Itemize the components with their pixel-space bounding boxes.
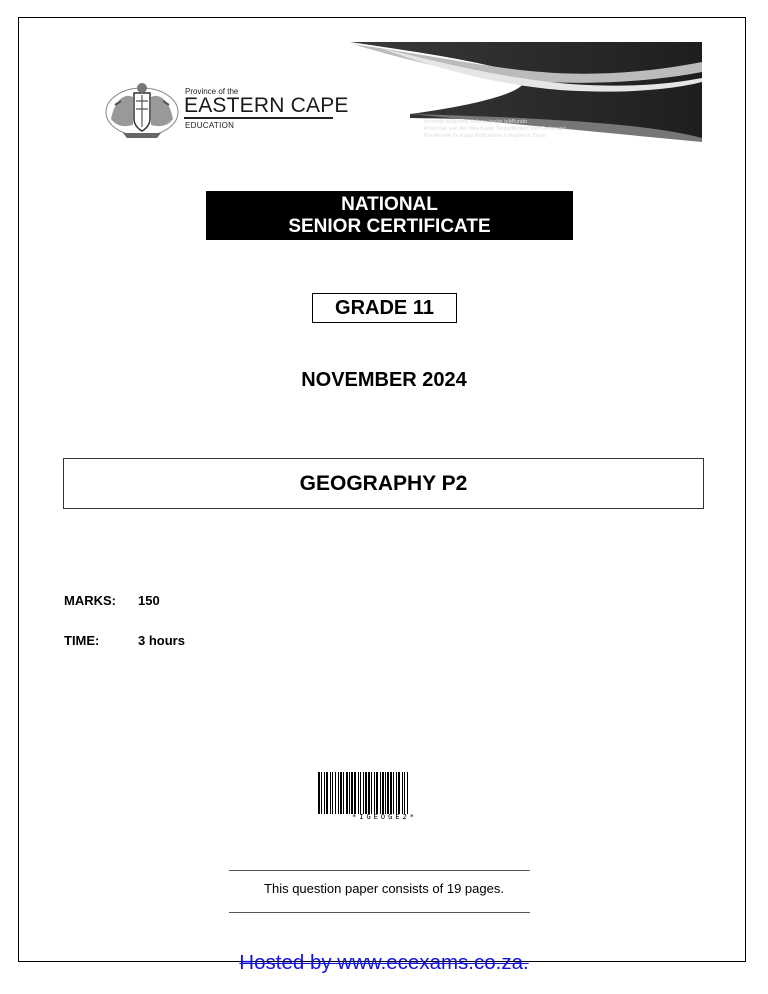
barcode-bar xyxy=(363,772,364,814)
divider-bottom xyxy=(229,912,530,913)
time-value: 3 hours xyxy=(138,633,185,648)
barcode-bar xyxy=(374,772,375,814)
time-label: TIME: xyxy=(64,633,100,648)
banner-text xyxy=(424,119,566,140)
barcode-bar xyxy=(343,772,344,814)
barcode-bar xyxy=(376,772,378,814)
marks-value: 150 xyxy=(138,593,160,608)
exam-month: NOVEMBER 2024 xyxy=(301,369,467,391)
coat-of-arms-logo xyxy=(103,79,181,141)
barcode-bar xyxy=(349,772,350,814)
barcode-bar xyxy=(318,772,320,814)
barcode-bar xyxy=(346,772,348,814)
barcode-bar xyxy=(371,772,372,814)
barcode-bar xyxy=(380,772,381,814)
barcode-bar xyxy=(393,772,394,814)
barcode-text: *IGEOGE2* xyxy=(352,813,417,821)
barcode-bar xyxy=(351,772,353,814)
barcode-bar xyxy=(368,772,370,814)
divider-top xyxy=(229,870,530,871)
barcode-bar xyxy=(402,772,403,814)
department-label: EDUCATION xyxy=(185,121,235,130)
barcode-bar xyxy=(396,772,397,814)
banner-line: Iphondo leMpuma Koloni: Isebe leMfundo xyxy=(424,119,528,125)
subject-box: GEOGRAPHY P2 xyxy=(63,458,704,509)
barcode-bar xyxy=(387,772,389,814)
certificate-line-2: SENIOR CERTIFICATE xyxy=(288,216,491,237)
barcode-bar xyxy=(321,772,322,814)
barcode-bar xyxy=(398,772,400,814)
barcode-bar xyxy=(324,772,325,814)
province-underline xyxy=(184,117,333,119)
province-name: EASTERN CAPE xyxy=(184,94,349,117)
barcode-bar xyxy=(338,772,339,814)
barcode-bar xyxy=(354,772,356,814)
barcode-bar xyxy=(385,772,386,814)
grade-box: GRADE 11 xyxy=(312,293,457,323)
barcode-bar xyxy=(382,772,384,814)
banner-line: Provinsie van die Oos-Kaap: Departement van Onderwys xyxy=(424,126,567,132)
barcode-bar xyxy=(326,772,328,814)
barcode-bar xyxy=(340,772,342,814)
page-count-text: This question paper consists of 19 pages. xyxy=(264,881,504,896)
hosted-by-text[interactable]: Hosted by www.ecexams.co.za. xyxy=(239,951,529,974)
certificate-title-box xyxy=(206,191,573,240)
marks-label: MARKS: xyxy=(64,593,116,608)
barcode-bar xyxy=(360,772,361,814)
province-label-small: Province of the xyxy=(185,87,239,96)
certificate-line-1: NATIONAL xyxy=(341,194,438,215)
barcode-bar xyxy=(407,772,408,814)
barcode-bar xyxy=(404,772,405,814)
hosted-by-link[interactable] xyxy=(0,953,768,974)
barcode xyxy=(318,772,451,814)
barcode-bar xyxy=(332,772,333,814)
barcode-bar xyxy=(390,772,392,814)
banner-line: Porofensie Ya Kapa Botjhabela: Lefapha la Thuto xyxy=(424,133,547,139)
barcode-bar xyxy=(365,772,367,814)
barcode-bar xyxy=(335,772,336,814)
barcode-bar xyxy=(358,772,359,814)
barcode-bar xyxy=(330,772,331,814)
